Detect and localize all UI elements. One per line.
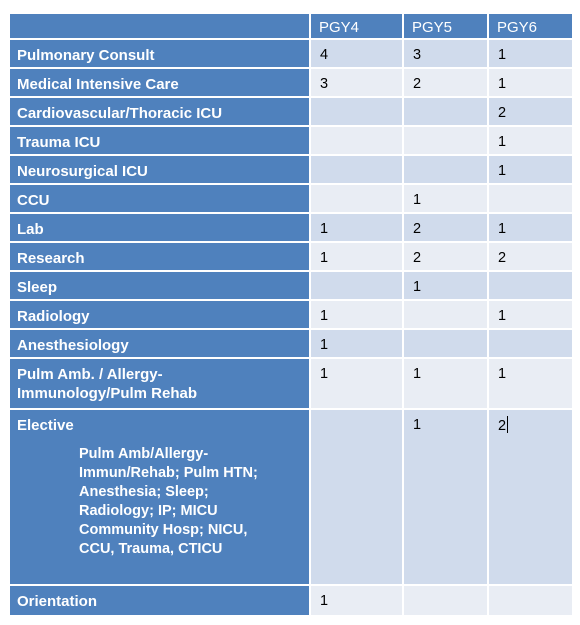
cell-pgy5: 1 <box>403 358 488 409</box>
cell-pgy4 <box>310 409 403 585</box>
elective-option-line: CCU, Trauma, CTICU <box>79 541 223 557</box>
cell-pgy5: 3 <box>403 39 488 68</box>
cell-pgy6 <box>488 271 572 300</box>
table-row <box>10 300 572 329</box>
cell-pgy5: 1 <box>403 271 488 300</box>
row-label: Radiology <box>10 300 310 329</box>
cell-pgy4: 3 <box>310 68 403 97</box>
cell-pgy4: 4 <box>310 39 403 68</box>
cell-pgy4: 1 <box>310 329 403 358</box>
elective-option-line: Radiology; IP; MICU <box>79 503 218 519</box>
table-row <box>10 155 572 184</box>
cell-pgy6[interactable] <box>488 409 572 585</box>
cell-pgy6: 1 <box>488 126 572 155</box>
cell-pgy4 <box>310 184 403 213</box>
elective-option-line: Community Hosp; NICU, <box>79 522 248 538</box>
header-pgy5: PGY5 <box>403 14 488 39</box>
cell-pgy4: 1 <box>310 242 403 271</box>
cell-pgy4: 1 <box>310 358 403 409</box>
cell-pgy4: 1 <box>310 213 403 242</box>
row-label: Anesthesiology <box>10 329 310 358</box>
header-pgy6: PGY6 <box>488 14 572 39</box>
table-row <box>10 68 572 97</box>
cell-pgy4 <box>310 155 403 184</box>
row-label: Orientation <box>10 585 310 616</box>
cell-pgy5 <box>403 329 488 358</box>
cell-pgy5: 2 <box>403 242 488 271</box>
cell-pgy4 <box>310 126 403 155</box>
cell-pgy4: 1 <box>310 585 403 616</box>
row-label: Sleep <box>10 271 310 300</box>
cell-pgy5: 1 <box>403 184 488 213</box>
row-label: CCU <box>10 184 310 213</box>
table-row <box>10 585 572 616</box>
cell-pgy6: 1 <box>488 358 572 409</box>
elective-label: Elective <box>17 417 74 434</box>
row-label: Neurosurgical ICU <box>10 155 310 184</box>
row-label: Trauma ICU <box>10 126 310 155</box>
cell-pgy6 <box>488 184 572 213</box>
elective-option-line: Pulm Amb/Allergy- <box>79 446 209 462</box>
cell-pgy6: 2 <box>488 97 572 126</box>
header-pgy4: PGY4 <box>310 14 403 39</box>
table-row <box>10 271 572 300</box>
cell-pgy5 <box>403 585 488 616</box>
cell-pgy5: 2 <box>403 68 488 97</box>
table-row <box>10 184 572 213</box>
row-label: Medical Intensive Care <box>10 68 310 97</box>
row-label: Cardiovascular/Thoracic ICU <box>10 97 310 126</box>
cell-pgy6: 1 <box>488 39 572 68</box>
table-row <box>10 39 572 68</box>
table-row <box>10 213 572 242</box>
cell-pgy6: 1 <box>488 155 572 184</box>
table-row-elective <box>10 409 572 585</box>
row-label-line: Pulm Amb. / Allergy- <box>17 366 163 383</box>
elective-option-line: Anesthesia; Sleep; <box>79 484 209 500</box>
cell-pgy5 <box>403 126 488 155</box>
cell-pgy4 <box>310 271 403 300</box>
cell-pgy5 <box>403 300 488 329</box>
header-row <box>10 14 572 39</box>
table-row <box>10 126 572 155</box>
cell-pgy6: 2 <box>488 242 572 271</box>
row-label-line: Immunology/Pulm Rehab <box>17 385 198 402</box>
cell-pgy6 <box>488 329 572 358</box>
text-cursor <box>507 416 508 433</box>
cell-pgy5: 1 <box>403 409 488 585</box>
table-row <box>10 329 572 358</box>
table-row <box>10 97 572 126</box>
rotation-table <box>10 14 572 617</box>
cell-pgy6-value: 2 <box>498 418 507 434</box>
elective-option-line: Immun/Rehab; Pulm HTN; <box>79 465 258 481</box>
cell-pgy6 <box>488 585 572 616</box>
cell-pgy4: 1 <box>310 300 403 329</box>
cell-pgy5 <box>403 97 488 126</box>
table-row <box>10 358 572 409</box>
row-label: Research <box>10 242 310 271</box>
cell-pgy6: 1 <box>488 213 572 242</box>
row-label: Lab <box>10 213 310 242</box>
header-blank-cell <box>10 14 310 39</box>
cell-pgy6: 1 <box>488 68 572 97</box>
cell-pgy5: 2 <box>403 213 488 242</box>
row-label: Pulmonary Consult <box>10 39 310 68</box>
row-label <box>10 358 310 409</box>
table-row <box>10 242 572 271</box>
cell-pgy4 <box>310 97 403 126</box>
cell-pgy6: 1 <box>488 300 572 329</box>
elective-options <box>79 445 303 559</box>
cell-pgy5 <box>403 155 488 184</box>
row-label <box>10 409 310 585</box>
